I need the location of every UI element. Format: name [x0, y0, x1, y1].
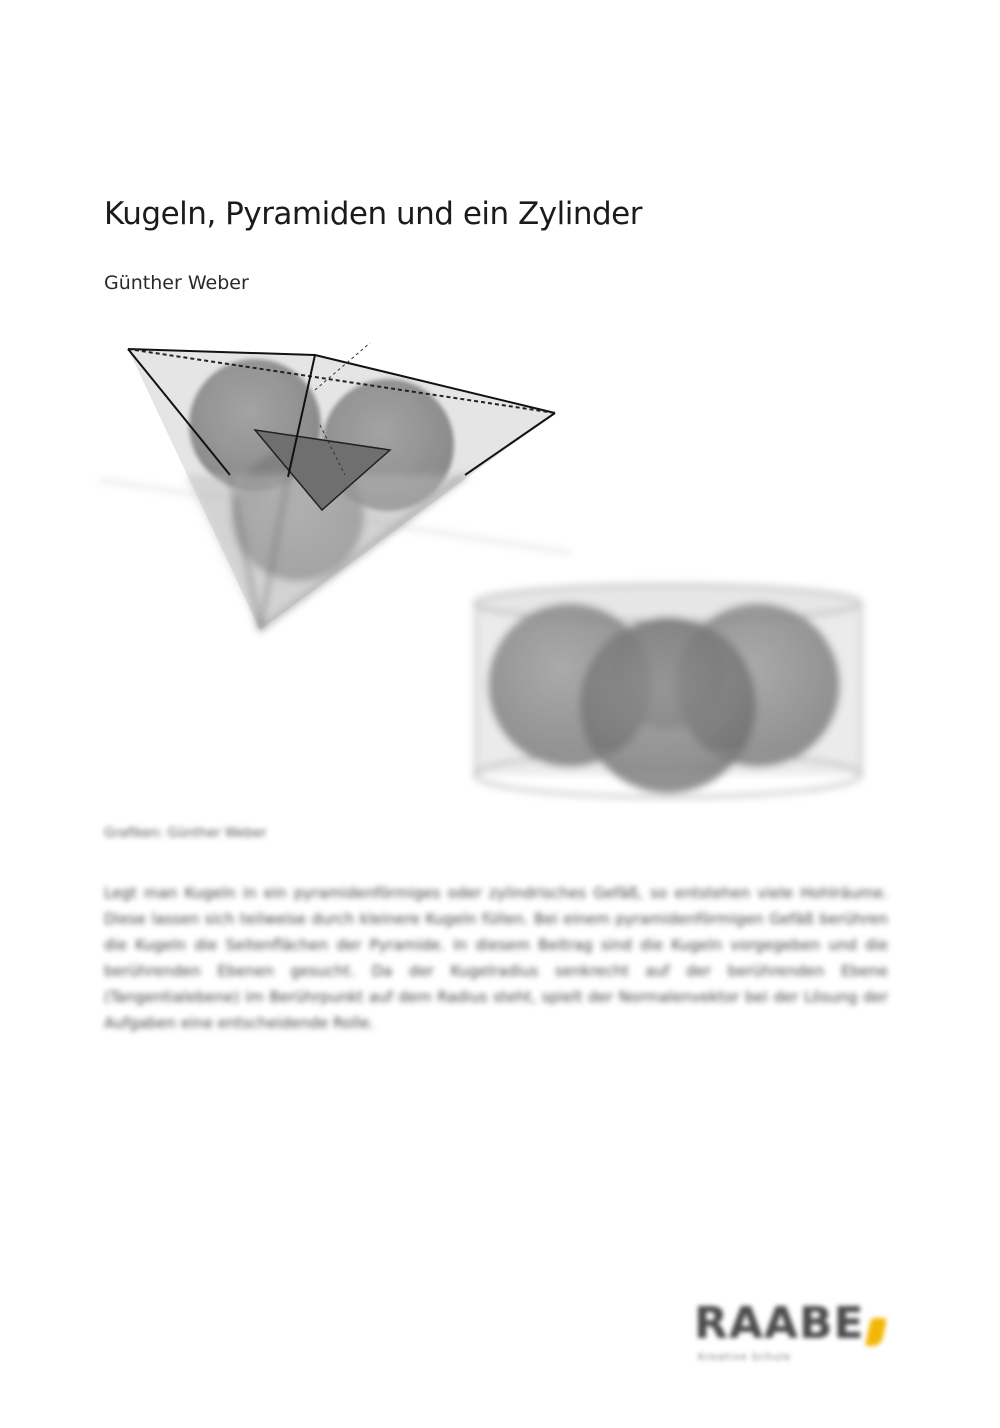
- geometry-figure: [90, 325, 890, 805]
- intro-paragraph: Legt man Kugeln in ein pyramidenförmiges oder zylindrisches Gefäß, so entstehen viele Hohlräume. Diese lassen sich teilweise durch kleinere Kugeln füllen. Bei einem pyramidenförmigen Gefäß berühren die Kugeln die Seitenflächen der Pyramide. In diesem Beitrag sind die Kugeln vorgegeben und die berührenden Ebenen gesucht. Da der Kugelradius senkrecht auf der berührenden Ebene (Tangentialebene) im Berührpunkt auf dem Radius steht, spielt der Normalenvektor bei der Lösung der Aufgaben eine entscheidende Rolle.: [104, 884, 888, 1032]
- document-author: Günther Weber: [104, 272, 249, 294]
- pyramid-scene: [102, 343, 570, 630]
- logo-wordmark: RAABE: [694, 1298, 865, 1349]
- document-title: Kugeln, Pyramiden und ein Zylinder: [104, 196, 642, 232]
- logo-comma-icon: [865, 1318, 887, 1346]
- logo-tagline: Kreative Schule: [698, 1352, 792, 1363]
- publisher-logo: [694, 1298, 894, 1368]
- cylinder-scene: [475, 585, 861, 797]
- figure-caption: Grafiken: Günther Weber: [104, 826, 267, 841]
